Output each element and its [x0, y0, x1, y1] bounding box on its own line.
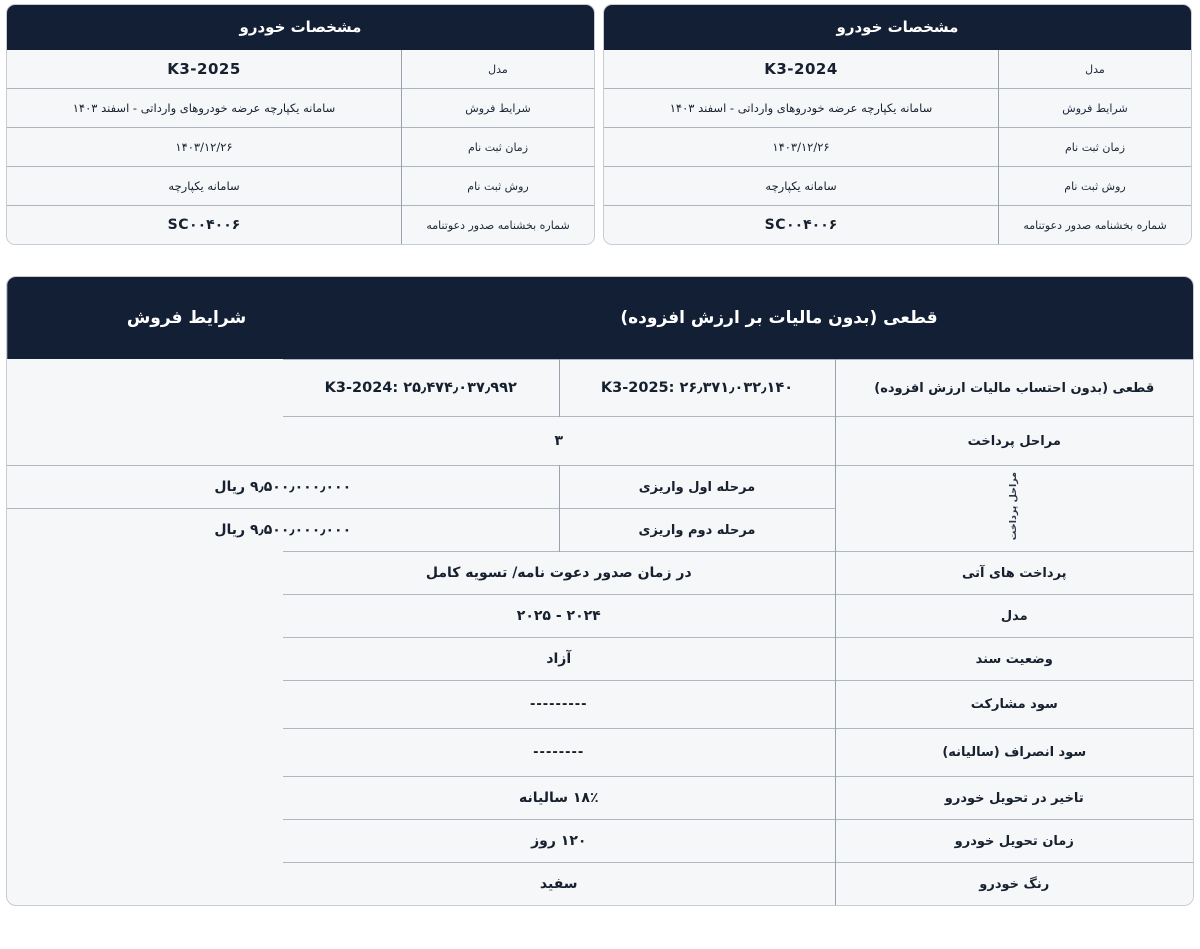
spec-label-circular-number: شماره بخشنامه صدور دعوتنامه — [402, 206, 595, 245]
spec-value-sales-conditions: سامانه یکپارچه عرضه خودروهای وارداتی - اسفند ۱۴۰۳ — [604, 89, 999, 128]
vehicle-spec-table — [604, 50, 1191, 244]
table-row — [7, 206, 594, 245]
vehicle-spec-table — [7, 50, 594, 244]
row-value-model: ۲۰۲۴ - ۲۰۲۵ — [283, 595, 835, 638]
row-label-future-payments: پرداخت های آتی — [835, 552, 1193, 595]
table-row-first-deposit — [7, 466, 1193, 509]
row-label-final-price: قطعی (بدون احتساب مالیات ارزش افزوده) — [835, 360, 1193, 417]
side-label-payment-stages — [835, 466, 1193, 552]
spec-value-registration-time: ۱۴۰۳/۱۲/۲۶ — [604, 128, 999, 167]
row-label-document-status: وضعیت سند — [835, 638, 1193, 681]
table-row-delivery-time — [7, 820, 1193, 863]
row-value-second-deposit: ۹٫۵۰۰٫۰۰۰٫۰۰۰ ریال — [7, 509, 559, 552]
table-row — [604, 206, 1191, 245]
table-row-price — [7, 360, 1193, 417]
table-row-model — [7, 595, 1193, 638]
row-label-withdrawal-profit: سود انصراف (سالیانه) — [835, 729, 1193, 777]
row-label-payment-stages: مراحل پرداخت — [835, 417, 1193, 466]
spec-label-registration-method: روش ثبت نام — [402, 167, 595, 206]
vehicle-spec-card-2025 — [6, 4, 595, 245]
vehicle-spec-cards-row — [0, 0, 1200, 245]
row-label-vehicle-color: رنگ خودرو — [835, 863, 1193, 906]
row-value-delivery-delay: ۱۸٪ سالیانه — [283, 777, 835, 820]
table-row — [7, 50, 594, 89]
price-value-k3-2025: K3-2025: ۲۶٫۳۷۱٫۰۳۲٫۱۴۰ — [559, 360, 835, 417]
sales-conditions-header — [7, 277, 1193, 359]
table-row-delivery-delay — [7, 777, 1193, 820]
table-row — [604, 167, 1191, 206]
row-value-delivery-time: ۱۲۰ روز — [283, 820, 835, 863]
header-final-price-no-vat: قطعی (بدون مالیات بر ارزش افزوده) — [620, 308, 938, 328]
spec-value-registration-method: سامانه یکپارچه — [604, 167, 999, 206]
spec-label-circular-number: شماره بخشنامه صدور دعوتنامه — [999, 206, 1192, 245]
table-row-payment-stages — [7, 417, 1193, 466]
vehicle-spec-card-title: مشخصات خودرو — [604, 5, 1191, 50]
spec-label-model: مدل — [999, 50, 1192, 89]
table-row-vehicle-color — [7, 863, 1193, 906]
spec-value-model: K3-2025 — [7, 50, 402, 89]
spec-label-sales-conditions: شرایط فروش — [999, 89, 1192, 128]
table-row-participation-profit — [7, 681, 1193, 729]
spec-value-registration-time: ۱۴۰۳/۱۲/۲۶ — [7, 128, 402, 167]
header-sales-conditions: شرایط فروش — [7, 277, 365, 359]
row-value-payment-stages: ۳ — [283, 417, 835, 466]
spec-label-registration-method: روش ثبت نام — [999, 167, 1192, 206]
spec-value-circular-number: SC۰۰۴۰۰۶ — [7, 206, 402, 245]
table-row — [604, 50, 1191, 89]
table-row-document-status — [7, 638, 1193, 681]
row-value-participation-profit: --------- — [283, 681, 835, 729]
spec-value-registration-method: سامانه یکپارچه — [7, 167, 402, 206]
spec-label-registration-time: زمان ثبت نام — [402, 128, 595, 167]
price-value-k3-2024: K3-2024: ۲۵٫۴۷۴٫۰۳۷٫۹۹۲ — [283, 360, 559, 417]
row-label-delivery-delay: تاخیر در تحویل خودرو — [835, 777, 1193, 820]
spec-value-model: K3-2024 — [604, 50, 999, 89]
spec-label-sales-conditions: شرایط فروش — [402, 89, 595, 128]
row-value-future-payments: در زمان صدور دعوت نامه/ تسویه کامل — [283, 552, 835, 595]
spec-value-sales-conditions: سامانه یکپارچه عرضه خودروهای وارداتی - اسفند ۱۴۰۳ — [7, 89, 402, 128]
row-label-participation-profit: سود مشارکت — [835, 681, 1193, 729]
table-row — [604, 89, 1191, 128]
row-label-second-deposit: مرحله دوم واریزی — [559, 509, 835, 552]
sales-conditions-table — [7, 359, 1193, 905]
table-row — [7, 167, 594, 206]
table-row-withdrawal-profit — [7, 729, 1193, 777]
spec-label-model: مدل — [402, 50, 595, 89]
vehicle-spec-card-title: مشخصات خودرو — [7, 5, 594, 50]
sales-conditions-table-card — [6, 276, 1194, 906]
table-row — [604, 128, 1191, 167]
row-value-first-deposit: ۹٫۵۰۰٫۰۰۰٫۰۰۰ ریال — [7, 466, 559, 509]
table-row — [7, 128, 594, 167]
table-row-future-payments — [7, 552, 1193, 595]
row-value-document-status: آزاد — [283, 638, 835, 681]
row-label-delivery-time: زمان تحویل خودرو — [835, 820, 1193, 863]
side-label-text: مراحل پرداخت — [1008, 472, 1020, 541]
row-label-model: مدل — [835, 595, 1193, 638]
table-row — [7, 89, 594, 128]
vehicle-spec-card-2024 — [603, 4, 1192, 245]
spec-label-registration-time: زمان ثبت نام — [999, 128, 1192, 167]
spec-value-circular-number: SC۰۰۴۰۰۶ — [604, 206, 999, 245]
row-label-first-deposit: مرحله اول واریزی — [559, 466, 835, 509]
row-value-vehicle-color: سفید — [283, 863, 835, 906]
row-value-withdrawal-profit: -------- — [283, 729, 835, 777]
